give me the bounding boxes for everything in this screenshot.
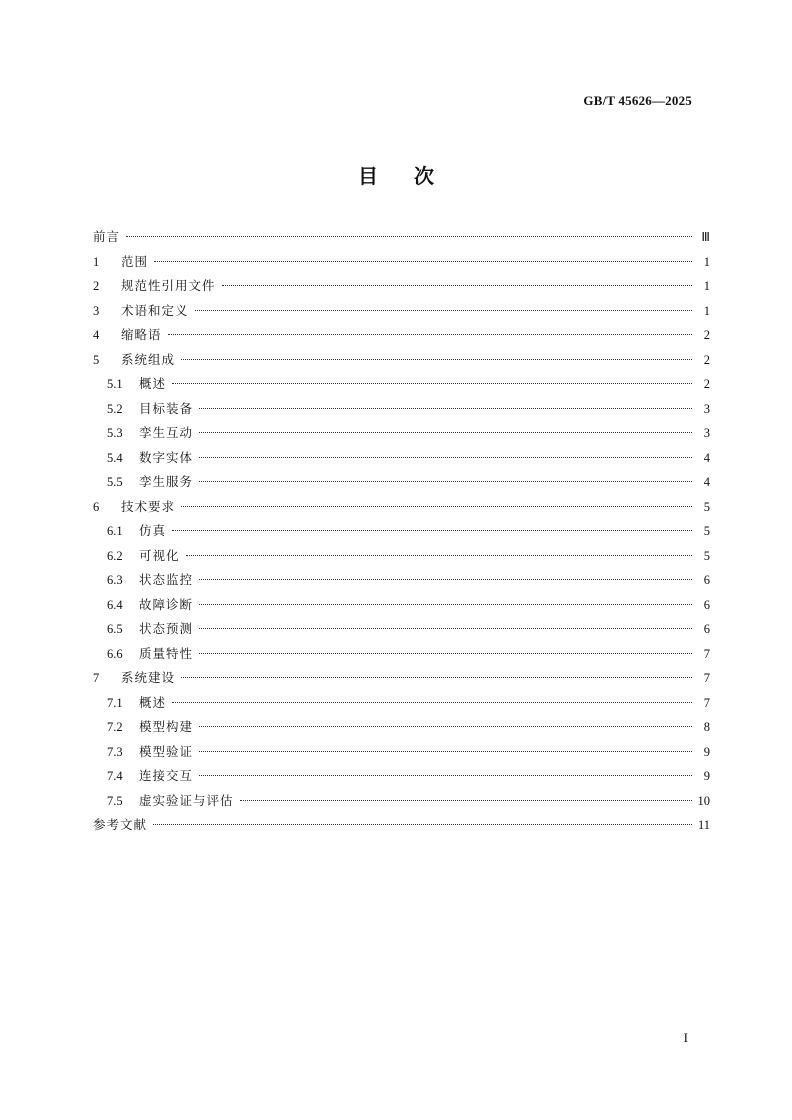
- dot-leader: [240, 800, 692, 801]
- dot-leader: [172, 383, 692, 384]
- dot-leader: [195, 310, 692, 311]
- toc-entry[interactable]: 1 范围 1: [93, 253, 710, 269]
- toc-subentry[interactable]: 7.2 模型构建 8: [107, 719, 710, 734]
- dot-leader: [199, 628, 692, 629]
- toc-subentry[interactable]: 6.4 故障诊断 6: [107, 596, 710, 612]
- toc-entry-references[interactable]: 参考文献 11: [93, 817, 710, 832]
- toc-entry[interactable]: 3 术语和定义 1: [93, 302, 710, 318]
- toc-subentry[interactable]: 5.2 目标装备 3: [107, 400, 710, 416]
- toc-entry[interactable]: 5 系统组成 2: [93, 351, 710, 367]
- toc-subentry[interactable]: 7.4 连接交互 9: [107, 768, 710, 783]
- dot-leader: [172, 702, 692, 703]
- table-of-contents: [93, 225, 710, 838]
- dot-leader: [199, 604, 692, 605]
- dot-leader: [126, 236, 692, 237]
- toc-subentry[interactable]: 7.1 概述 7: [107, 694, 710, 710]
- toc-subentry[interactable]: 7.3 模型验证 9: [107, 743, 710, 759]
- toc-entry-foreword[interactable]: 前言 Ⅲ: [93, 229, 710, 244]
- dot-leader: [199, 579, 692, 580]
- dot-leader: [172, 530, 692, 531]
- toc-subentry[interactable]: 6.3 状态监控 6: [107, 572, 710, 587]
- dot-leader: [199, 457, 692, 458]
- page-number: I: [683, 1030, 688, 1045]
- toc-subentry[interactable]: 5.3 孪生互动 3: [107, 425, 710, 440]
- toc-subentry[interactable]: 6.6 质量特性 7: [107, 645, 710, 661]
- dot-leader: [181, 359, 692, 360]
- toc-entry[interactable]: 4 缩略语 2: [93, 327, 710, 342]
- dot-leader: [199, 775, 692, 776]
- dot-leader: [222, 285, 692, 286]
- toc-entry[interactable]: 7 系统建设 7: [93, 670, 710, 685]
- dot-leader: [199, 751, 692, 752]
- toc-subentry[interactable]: 6.1 仿真 5: [107, 523, 710, 538]
- dot-leader: [199, 726, 692, 727]
- toc-subentry[interactable]: 7.5 虚实验证与评估 10: [107, 792, 710, 808]
- toc-subentry[interactable]: 5.1 概述 2: [107, 376, 710, 391]
- dot-leader: [181, 677, 692, 678]
- dot-leader: [153, 824, 692, 825]
- toc-entry[interactable]: 2 规范性引用文件 1: [93, 278, 710, 293]
- toc-entry[interactable]: 6 技术要求 5: [93, 498, 710, 514]
- dot-leader: [199, 653, 692, 654]
- dot-leader: [181, 506, 692, 507]
- toc-subentry[interactable]: 5.4 数字实体 4: [107, 449, 710, 465]
- page-title: 目次: [358, 164, 470, 188]
- dot-leader: [199, 408, 692, 409]
- dot-leader: [199, 432, 692, 433]
- dot-leader: [186, 555, 692, 556]
- dot-leader: [168, 334, 692, 335]
- toc-subentry[interactable]: 6.2 可视化 5: [107, 547, 710, 563]
- dot-leader: [154, 261, 692, 262]
- standard-code: GB/T 45626—2025: [583, 93, 692, 108]
- toc-subentry[interactable]: 5.5 孪生服务 4: [107, 474, 710, 489]
- dot-leader: [199, 481, 692, 482]
- toc-subentry[interactable]: 6.5 状态预测 6: [107, 621, 710, 636]
